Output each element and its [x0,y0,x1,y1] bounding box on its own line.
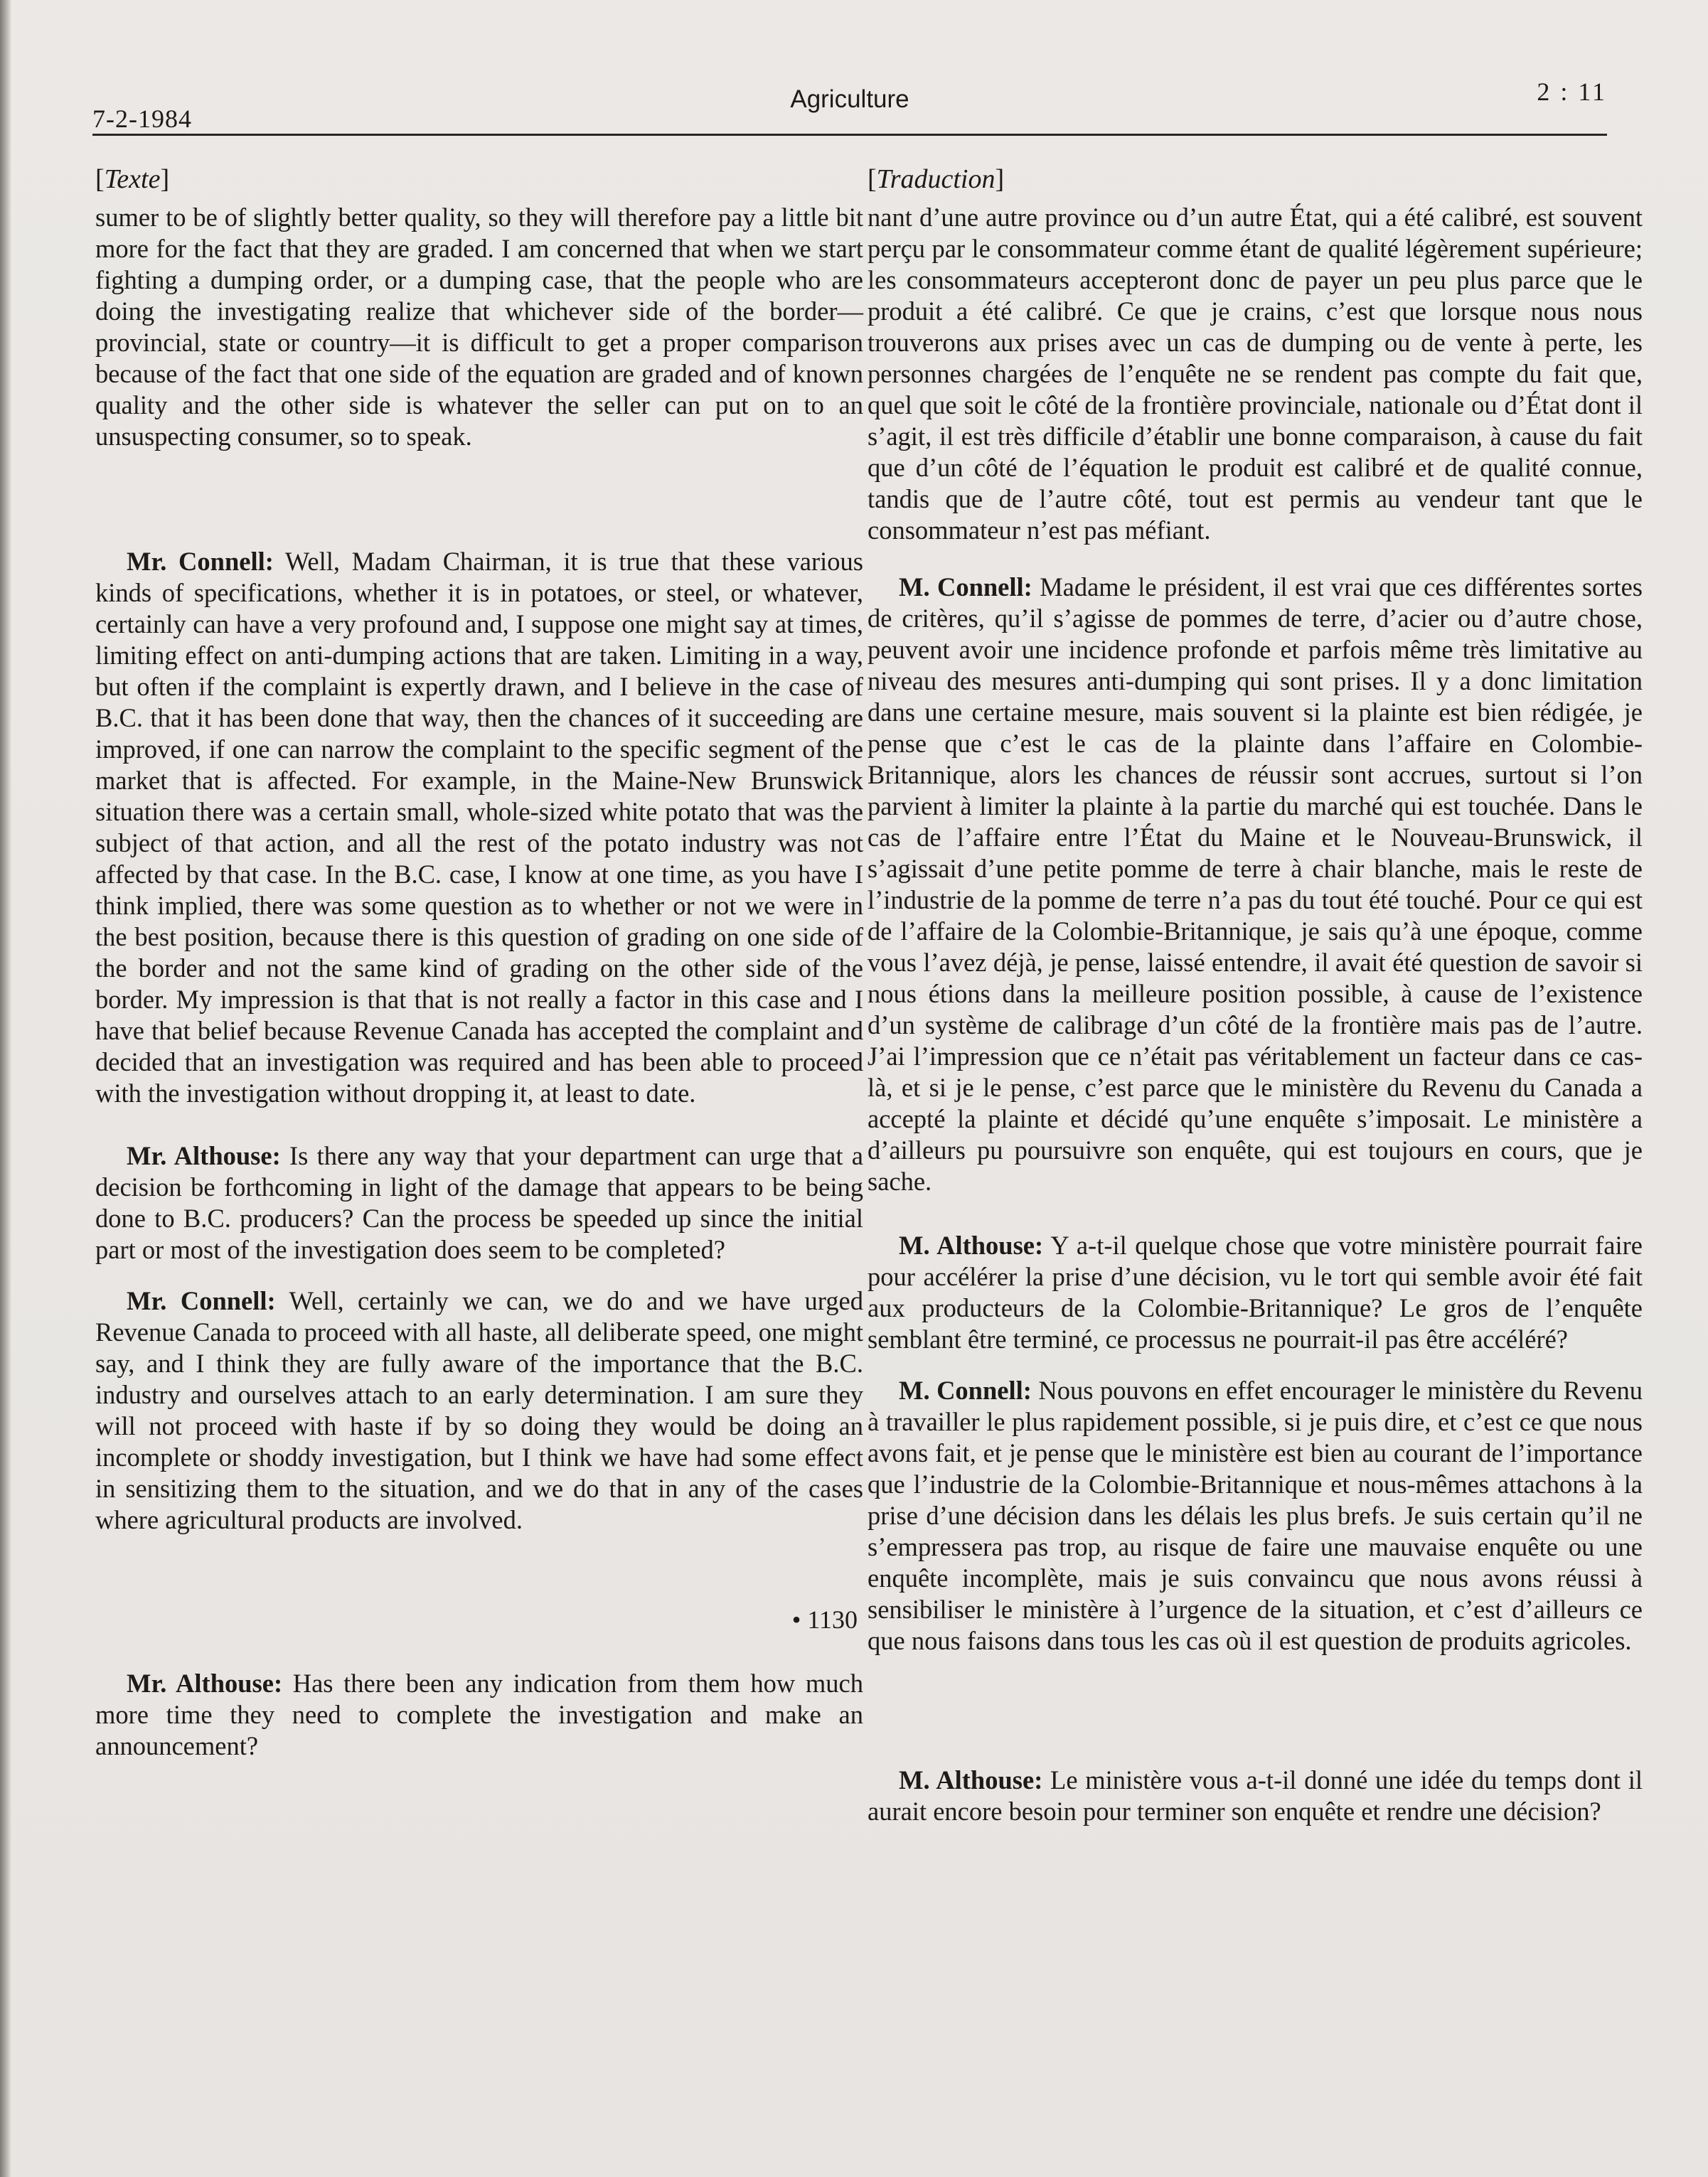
right-paragraph-connell-1: M. Connell: Madame le président, il est vrai que ces différentes sortes de critères, qu’il s’agisse de pommes de terre, d’acier ou d’autre chose, peuvent avoir une incidence profonde et parfois même très limitative au niveau des mesures anti-dumping qui sont prises. Il y a donc limitation dans une certaine mesure, mais souvent si la plainte est bien rédigée, je pense que c’est le cas de la plainte dans l’affaire en Colombie-Britannique, alors les chances de réussir sont accrues, surtout si l’on parvient à limiter la plainte à la partie du marché qui est touchée. Dans le cas de l’affaire entre l’État du Maine et le Nouveau-Brunswick, il s’agissait d’une petite pomme de terre à chair blanche, mais le reste de l’industrie de la pomme de terre n’a pas du tout été touché. Pour ce qui est de l’affaire de la Colombie-Britannique, je sais qu’à une époque, comme vous l’avez déjà, je pense, laissé entendre, il avait été question de savoir si nous étions dans la meilleure position possible, à cause de l’existence d’un système de calibrage d’un côté de la frontière mais pas de l’autre. J’ai l’impression que ce n’était pas véritablement un facteur dans ce cas-là, et si je le pense, c’est parce que le ministère du Revenu du Canada a accepté la plainte et décidé qu’une enquête s’imposait. Le ministère a d’ailleurs pu poursuivre son enquête, qui est toujours en cours, que je sache. [868,572,1643,1196]
right-column-french [868,164,1643,1827]
page-header [92,77,1607,136]
speaker-name: M. Connell: [899,1376,1032,1405]
header-date: 7-2-1984 [92,105,192,133]
header-page-number: 2 : 11 [1537,77,1607,106]
speaker-name: Mr. Connell: [127,1286,276,1315]
column-label-texte: [Texte] [95,164,170,194]
column-label-traduction: [Traduction] [868,164,1005,194]
left-paragraph-connell-1: Mr. Connell: Well, Madam Chairman, it is true that these various kinds of specifications, whether it is in potatoes, or steel, or whatever, certainly can have a very profound and, I suppose one might say at times, limiting effect on anti-dumping actions that are taken. Limiting in a way, but often if the complaint is expertly drawn, and I believe in the case of B.C. that it has been done that way, then the chances of it succeeding are improved, if one can narrow the complaint to the specific segment of the market that is affected. For example, in the Maine-New Brunswick situation there was a certain small, whole-sized white potato that was the subject of that action, and all the rest of the potato industry was not affected by that case. In the B.C. case, I know at one time, as you have I think implied, there was some question as to whether or not we were in the best position, because there is this question of grading on one side of the border and not the same kind of grading on the other side of the border. My impression is that that is not really a factor in this case and I have that belief because Revenue Canada has accepted the complaint and decided that an investigation was required and has been able to proceed with the investigation without dropping it, at least to date. [95,547,863,1108]
left-paragraph-connell-2: Mr. Connell: Well, certainly we can, we do and we have urged Revenue Canada to proceed with all haste, all deliberate speed, one might say, and I think they are fully aware of the importance that the B.C. industry and ourselves attach to an early determination. I am sure they will not proceed with haste if by so doing they would be doing an incomplete or shoddy investigation, but I think we have had some effect in sensitizing them to the situation, and we do that in any of the cases where agricultural products are involved. [95,1286,863,1534]
speaker-name: M. Connell: [899,572,1032,601]
header-title: Agriculture [790,85,909,113]
speaker-name: M. Althouse: [899,1765,1043,1794]
speaker-name: M. Althouse: [899,1231,1044,1260]
speaker-name: Mr. Connell: [127,547,274,576]
right-paragraph-connell-2: M. Connell: Nous pouvons en effet encourager le ministère du Revenu à travailler le plus rapidement possible, si je puis dire, et c’est ce que nous avons fait, et je pense que le ministère est bien au courant de l’importance que l’industrie de la Colombie-Britannique et nous-mêmes attachons à la prise d’une décision dans les délais les plus brefs. Je suis certain qu’il ne s’empressera pas trop, au risque de faire une mauvaise enquête ou une enquête incomplète, mais je suis convaincu que nous avons réussi à sensibiliser le ministère à l’urgence de la situation, et c’est d’ailleurs ce que nous faisons dans tous les cas où il est question de produits agricoles. [868,1376,1643,1655]
left-column-english [95,164,863,1762]
speaker-name: Mr. Althouse: [127,1141,281,1170]
speaker-name: Mr. Althouse: [127,1669,283,1698]
timestamp-marker: • 1130 [791,1605,858,1634]
scan-binding-shadow [0,0,11,2177]
left-paragraph-althouse-2: Mr. Althouse: Has there been any indication from them how much more time they need to complete the investigation and make an announcement? [95,1669,863,1760]
right-paragraph-continuation: nant d’une autre province ou d’un autre État, qui a été calibré, est souvent perçu par le consommateur comme étant de qualité légèrement supérieure; les consommateurs accepteront donc de payer un peu plus parce que le produit a été calibré. Ce que je crains, c’est que lorsque nous nous trouverons aux prises avec un cas de dumping ou de vente à perte, les personnes chargées de l’enquête ne se rendent pas compte du fait que, quel que soit le côté de la frontière provinciale, nationale ou d’État dont il s’agit, il est très difficile d’établir une bonne comparaison, à cause du fait que d’un côté de l’équation le produit est calibré et de qualité connue, tandis que de l’autre côté, tout est permis au vendeur tant que le consommateur n’est pas méfiant. [868,203,1643,545]
left-paragraph-althouse-1: Mr. Althouse: Is there any way that your department can urge that a decision be forthcoming in light of the damage that appears to be being done to B.C. producers? Can the process be speeded up since the initial part or most of the investigation does seem to be completed? [95,1141,863,1264]
left-paragraph-continuation: sumer to be of slightly better quality, so they will therefore pay a little bit more for the fact that they are graded. I am concerned that when we start fighting a dumping order, or a dumping case, that the people who are doing the investigating realize that whichever side of the border—provincial, state or country—it is difficult to get a proper comparison because of the fact that one side of the equation are graded and of known quality and the other side is whatever the seller can put on to an unsuspecting consumer, so to speak. [95,203,863,451]
right-paragraph-althouse-1: M. Althouse: Y a-t-il quelque chose que votre ministère pourrait faire pour accélérer la prise d’une décision, vu le tort qui semble avoir été fait aux producteurs de la Colombie-Britannique? Le gros de l’enquête semblant être terminé, ce processus ne pourrait-il pas être accéléré? [868,1231,1643,1354]
right-paragraph-althouse-2: M. Althouse: Le ministère vous a-t-il donné une idée du temps dont il aurait encore besoin pour terminer son enquête et rendre une décision? [868,1765,1643,1826]
